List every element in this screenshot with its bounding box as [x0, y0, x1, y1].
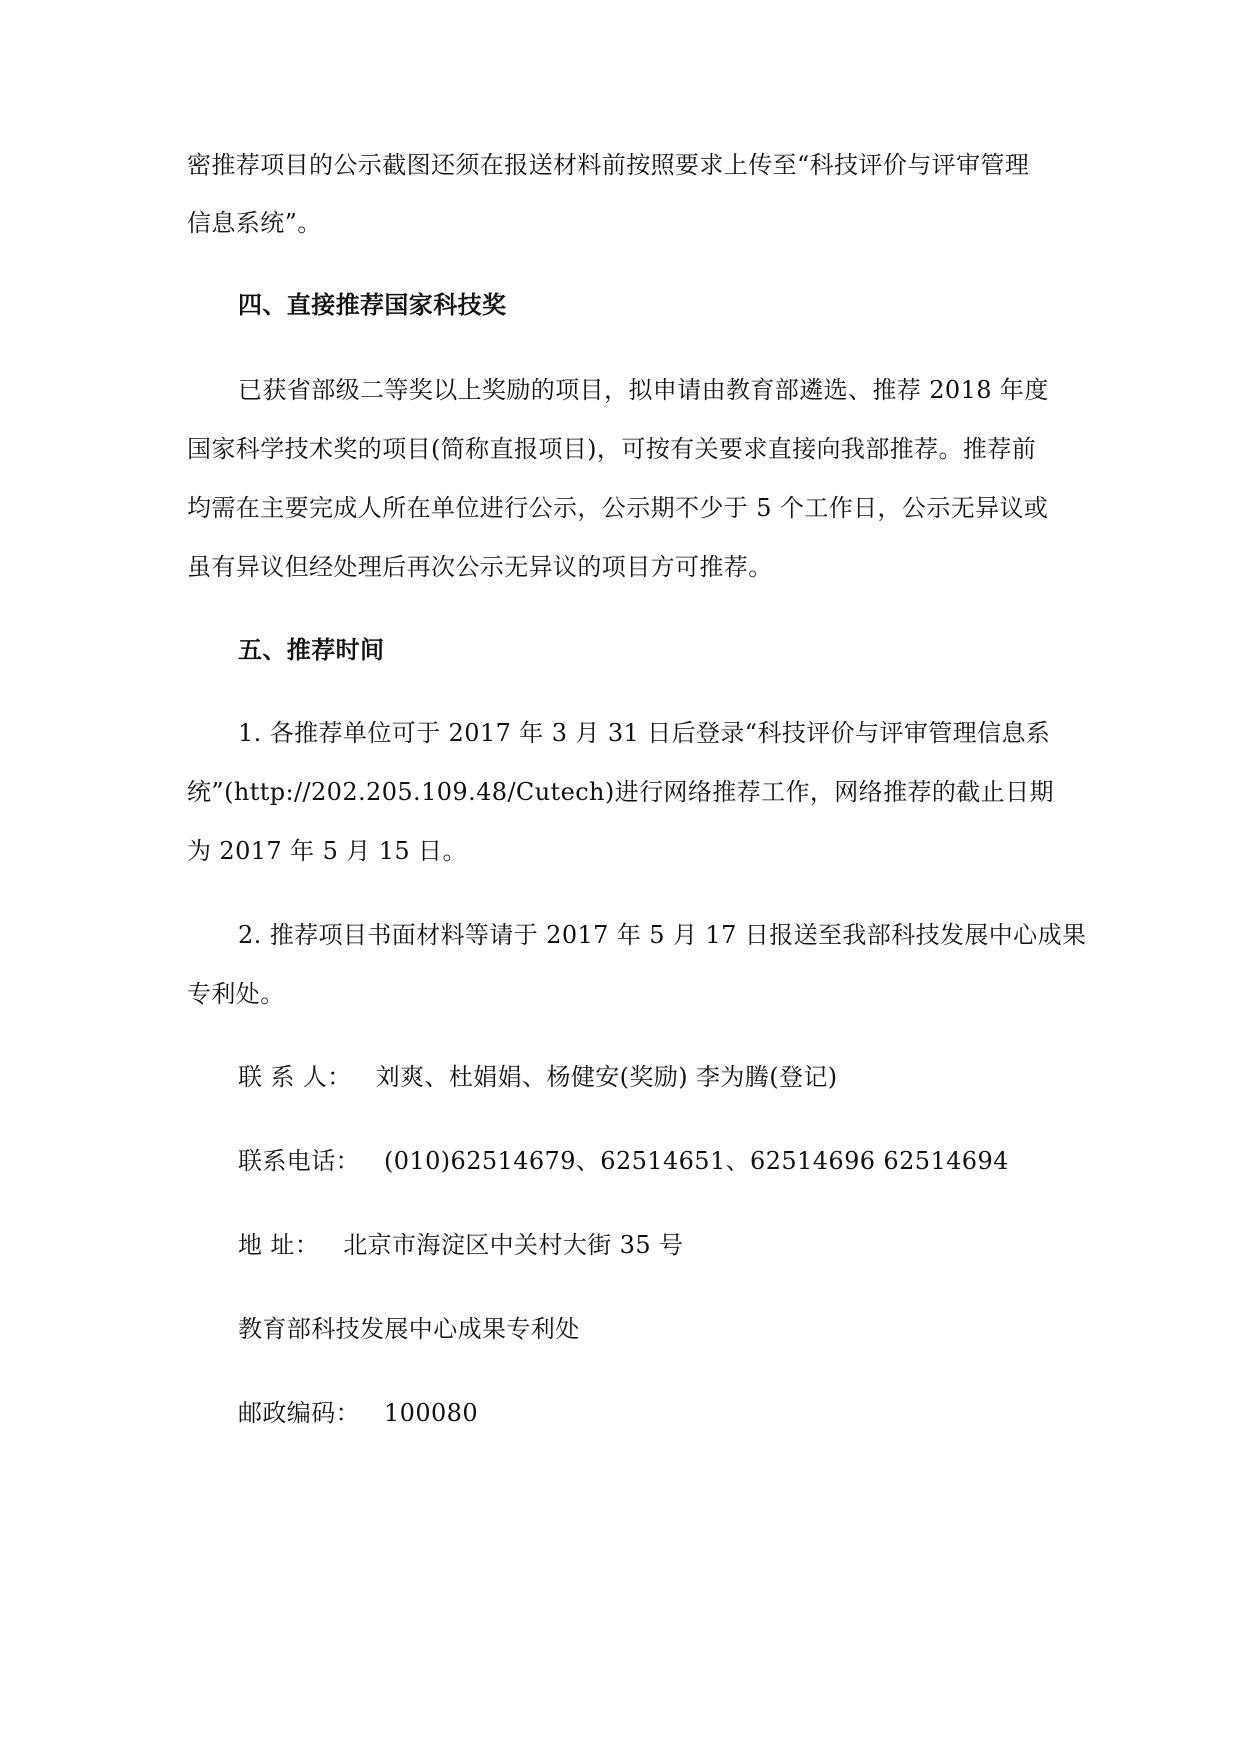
body-text-line: 虽有异议但经处理后再次公示无异议的项目方可推荐。 — [187, 553, 773, 581]
body-text-line: 密推荐项目的公示截图还须在报送材料前按照要求上传至“科技评价与评审管理 — [187, 151, 1030, 179]
body-text-line: 专利处。 — [187, 980, 285, 1008]
body-text-line: 国家科学技术奖的项目(简称直报项目)，可按有关要求直接向我部推荐。推荐前 — [187, 435, 1037, 463]
contact-phone-row — [0, 1146, 1241, 1176]
body-text-line: 均需在主要完成人所在单位进行公示，公示期不少于 5 个工作日，公示无异议或 — [187, 494, 1049, 522]
contact-office: 教育部科技发展中心成果专利处 — [238, 1315, 580, 1343]
contact-postcode-row — [0, 1398, 1241, 1428]
contact-phone-value: (010)62514679、62514651、62514696 62514694 — [384, 1147, 1009, 1175]
contact-person-label: 联 系 人： — [238, 1063, 352, 1091]
body-text-line: 统”(http://202.205.109.48/Cutech)进行网络推荐工作，网络推荐的截止日期 — [187, 778, 1054, 806]
contact-person-row — [0, 1062, 1241, 1092]
contact-postcode-label: 邮政编码： — [238, 1399, 360, 1427]
body-text-line: 1. 各推荐单位可于 2017 年 3 月 31 日后登录“科技评价与评审管理信息系 — [238, 719, 1051, 747]
body-text-line: 为 2017 年 5 月 15 日。 — [187, 837, 467, 865]
body-text-line: 已获省部级二等奖以上奖励的项目，拟申请由教育部遴选、推荐 2018 年度 — [238, 376, 1049, 404]
contact-postcode-value: 100080 — [384, 1399, 479, 1427]
section-heading-4: 四、直接推荐国家科技奖 — [238, 290, 507, 319]
section-heading-5: 五、推荐时间 — [238, 635, 385, 664]
body-text-line: 信息系统”。 — [187, 209, 322, 237]
contact-phone-label: 联系电话： — [238, 1147, 360, 1175]
contact-person-value: 刘爽、杜娟娟、杨健安(奖励) 李为腾(登记) — [375, 1063, 838, 1091]
contact-address-row — [0, 1230, 1241, 1260]
body-text-line: 2. 推荐项目书面材料等请于 2017 年 5 月 17 日报送至我部科技发展中心成果 — [238, 921, 1087, 949]
contact-address-value: 北京市海淀区中关村大街 35 号 — [343, 1231, 684, 1259]
contact-address-label: 地 址： — [238, 1231, 320, 1259]
